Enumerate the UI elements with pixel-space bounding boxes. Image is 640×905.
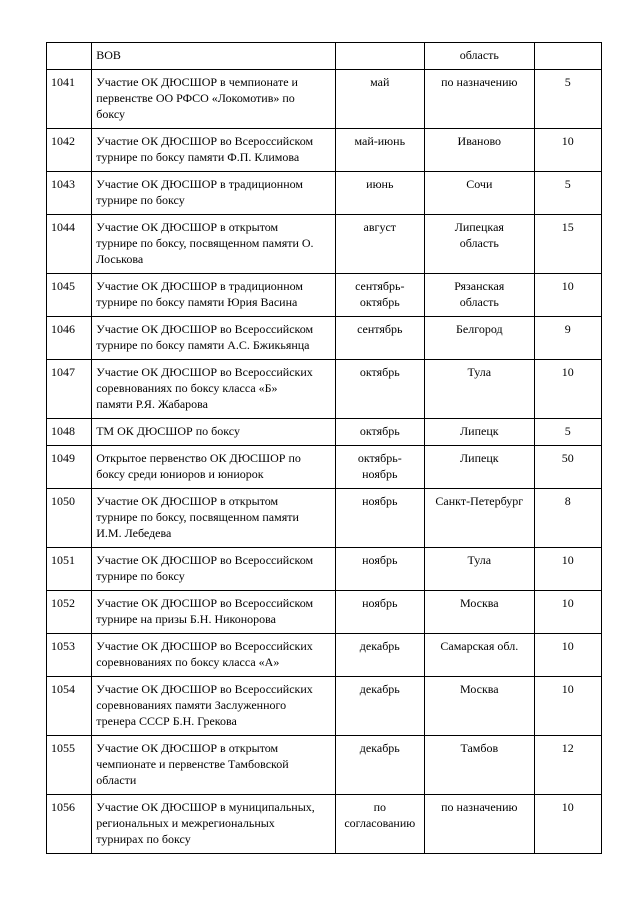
- cell-event-name: [92, 419, 335, 446]
- event-name-text: Участие ОК ДЮСШОР во Всероссийских соревнованиях памяти Заслуженного тренера СССР Б.Н. Грекова: [96, 682, 313, 728]
- place-text: область: [459, 48, 499, 62]
- date-text: октябрь- ноябрь: [357, 451, 402, 481]
- event-name-text: Участие ОК ДЮСШОР в открытом турнире по боксу, посвященном памяти И.М. Лебедева: [96, 494, 299, 540]
- cell-event-name: [92, 360, 335, 419]
- date-text: ноябрь: [362, 494, 398, 508]
- cell-event-name: [92, 172, 335, 215]
- event-name-text: Участие ОК ДЮСШОР в традиционном турнире по боксу: [96, 177, 304, 207]
- cell-number: 1046: [47, 317, 92, 360]
- cell-event-name: [92, 70, 335, 129]
- cell-place: [425, 736, 535, 795]
- place-text: Тула: [467, 553, 492, 567]
- cell-date: [335, 736, 424, 795]
- table-row: [47, 677, 602, 736]
- table-row-continued: [47, 43, 602, 70]
- event-name-text: Участие ОК ДЮСШОР во Всероссийских соревнованиях по боксу класса «А»: [96, 639, 313, 669]
- cell-count: 5: [534, 172, 601, 215]
- table-row: [47, 70, 602, 129]
- event-name-text: Открытое первенство ОК ДЮСШОР по боксу среди юниоров и юниорок: [96, 451, 301, 481]
- cell-number: 1044: [47, 215, 92, 274]
- date-text: август: [363, 220, 397, 234]
- cell-date: [335, 129, 424, 172]
- cell-number: 1048: [47, 419, 92, 446]
- cell-count: 10: [534, 795, 601, 854]
- cell-event-name: [92, 677, 335, 736]
- cell-place: [425, 795, 535, 854]
- table-row: [47, 795, 602, 854]
- table-row: [47, 317, 602, 360]
- date-text: октябрь: [359, 365, 400, 379]
- table-row: [47, 215, 602, 274]
- cell-event-name: [92, 446, 335, 489]
- cell-date: [335, 634, 424, 677]
- cell-place: [425, 274, 535, 317]
- place-text: по назначению: [441, 75, 518, 89]
- cell-place: [425, 215, 535, 274]
- cell-count: [534, 43, 601, 70]
- cell-place: [425, 634, 535, 677]
- cell-date: [335, 677, 424, 736]
- table-row: [47, 634, 602, 677]
- date-text: сентябрь- октябрь: [355, 279, 405, 309]
- cell-number: 1041: [47, 70, 92, 129]
- cell-count: 8: [534, 489, 601, 548]
- cell-event-name: [92, 795, 335, 854]
- cell-event-name: [92, 634, 335, 677]
- cell-place: [425, 419, 535, 446]
- cell-event-name: [92, 736, 335, 795]
- cell-date: [335, 548, 424, 591]
- cell-event-name: [92, 591, 335, 634]
- cell-date: [335, 317, 424, 360]
- cell-date: [335, 489, 424, 548]
- cell-place: [425, 129, 535, 172]
- cell-event-name: [92, 317, 335, 360]
- cell-place: [425, 360, 535, 419]
- cell-date: [335, 70, 424, 129]
- place-text: Тула: [467, 365, 492, 379]
- cell-date: [335, 43, 424, 70]
- event-name-text: Участие ОК ДЮСШОР в муниципальных, региональных и межрегиональных турнирах по боксу: [96, 800, 315, 846]
- place-text: Липецк: [460, 451, 499, 465]
- cell-date: [335, 215, 424, 274]
- table-row: [47, 419, 602, 446]
- place-text: Иваново: [457, 134, 502, 148]
- cell-number: 1051: [47, 548, 92, 591]
- date-text: по согласованию: [344, 800, 416, 830]
- date-text: декабрь: [359, 741, 400, 755]
- place-text: Москва: [459, 682, 499, 696]
- date-text: декабрь: [359, 639, 400, 653]
- document-page: [46, 42, 602, 854]
- place-text: Рязанская область: [454, 279, 505, 309]
- cell-event-name: [92, 215, 335, 274]
- cell-event-name: [92, 43, 335, 70]
- cell-count: 10: [534, 360, 601, 419]
- cell-number: 1047: [47, 360, 92, 419]
- date-text: декабрь: [359, 682, 400, 696]
- place-text: Липецкая область: [454, 220, 504, 250]
- events-table: [46, 42, 602, 854]
- cell-place: [425, 677, 535, 736]
- place-text: Москва: [459, 596, 499, 610]
- event-name-text: Участие ОК ДЮСШОР в открытом чемпионате и первенстве Тамбовской области: [96, 741, 289, 787]
- place-text: по назначению: [441, 800, 518, 814]
- date-text: май-июнь: [354, 134, 406, 148]
- cell-place: [425, 43, 535, 70]
- cell-event-name: [92, 548, 335, 591]
- event-name-text: Участие ОК ДЮСШОР в чемпионате и первенстве ОО РФСО «Локомотив» по боксу: [96, 75, 298, 121]
- cell-number: 1056: [47, 795, 92, 854]
- cell-date: [335, 419, 424, 446]
- event-name-text: Участие ОК ДЮСШОР во Всероссийских соревнованиях по боксу класса «Б» памяти Р.Я. Жабарова: [96, 365, 313, 411]
- cell-number: 1045: [47, 274, 92, 317]
- cell-place: [425, 317, 535, 360]
- cell-place: [425, 489, 535, 548]
- cell-event-name: [92, 489, 335, 548]
- place-text: Сочи: [466, 177, 493, 191]
- event-name-text: Участие ОК ДЮСШОР во Всероссийском турнире на призы Б.Н. Никонорова: [96, 596, 314, 626]
- table-row: [47, 172, 602, 215]
- cell-count: 9: [534, 317, 601, 360]
- cell-place: [425, 446, 535, 489]
- date-text: октябрь: [359, 424, 400, 438]
- place-text: Тамбов: [460, 741, 499, 755]
- table-row: [47, 360, 602, 419]
- table-row: [47, 548, 602, 591]
- event-name-text: ТМ ОК ДЮСШОР по боксу: [96, 424, 240, 438]
- cell-count: 10: [534, 634, 601, 677]
- cell-number: 1053: [47, 634, 92, 677]
- table-row: [47, 736, 602, 795]
- table-row: [47, 274, 602, 317]
- cell-count: 10: [534, 274, 601, 317]
- cell-count: 5: [534, 419, 601, 446]
- cell-date: [335, 274, 424, 317]
- cell-event-name: [92, 129, 335, 172]
- cell-place: [425, 591, 535, 634]
- event-name-text: ВОВ: [96, 48, 121, 62]
- cell-number: 1055: [47, 736, 92, 795]
- event-name-text: Участие ОК ДЮСШОР во Всероссийском турнире по боксу памяти Ф.П. Климова: [96, 134, 314, 164]
- date-text: сентябрь: [357, 322, 403, 336]
- cell-number: [47, 43, 92, 70]
- event-name-text: Участие ОК ДЮСШОР во Всероссийском турнире по боксу: [96, 553, 314, 583]
- cell-date: [335, 795, 424, 854]
- cell-date: [335, 172, 424, 215]
- cell-number: 1050: [47, 489, 92, 548]
- place-text: Белгород: [456, 322, 503, 336]
- event-name-text: Участие ОК ДЮСШОР в традиционном турнире по боксу памяти Юрия Васина: [96, 279, 304, 309]
- cell-count: 5: [534, 70, 601, 129]
- cell-number: 1043: [47, 172, 92, 215]
- cell-count: 15: [534, 215, 601, 274]
- date-text: ноябрь: [362, 553, 398, 567]
- cell-event-name: [92, 274, 335, 317]
- table-row: [47, 591, 602, 634]
- date-text: май: [370, 75, 390, 89]
- cell-count: 50: [534, 446, 601, 489]
- place-text: Санкт-Петербург: [435, 494, 524, 508]
- date-text: ноябрь: [362, 596, 398, 610]
- cell-date: [335, 360, 424, 419]
- cell-number: 1042: [47, 129, 92, 172]
- table-row: [47, 489, 602, 548]
- cell-place: [425, 548, 535, 591]
- table-row: [47, 129, 602, 172]
- date-text: июнь: [366, 177, 394, 191]
- cell-date: [335, 591, 424, 634]
- cell-number: 1054: [47, 677, 92, 736]
- event-name-text: Участие ОК ДЮСШОР во Всероссийском турнире по боксу памяти А.С. Бжикьянца: [96, 322, 314, 352]
- cell-count: 10: [534, 591, 601, 634]
- cell-count: 10: [534, 677, 601, 736]
- cell-count: 10: [534, 129, 601, 172]
- table-row: [47, 446, 602, 489]
- cell-count: 10: [534, 548, 601, 591]
- place-text: Липецк: [460, 424, 499, 438]
- events-table-body: [47, 43, 602, 854]
- cell-date: [335, 446, 424, 489]
- cell-place: [425, 172, 535, 215]
- cell-place: [425, 70, 535, 129]
- place-text: Самарская обл.: [440, 639, 519, 653]
- cell-count: 12: [534, 736, 601, 795]
- cell-number: 1052: [47, 591, 92, 634]
- event-name-text: Участие ОК ДЮСШОР в открытом турнире по боксу, посвященном памяти О. Лоськова: [96, 220, 314, 266]
- cell-number: 1049: [47, 446, 92, 489]
